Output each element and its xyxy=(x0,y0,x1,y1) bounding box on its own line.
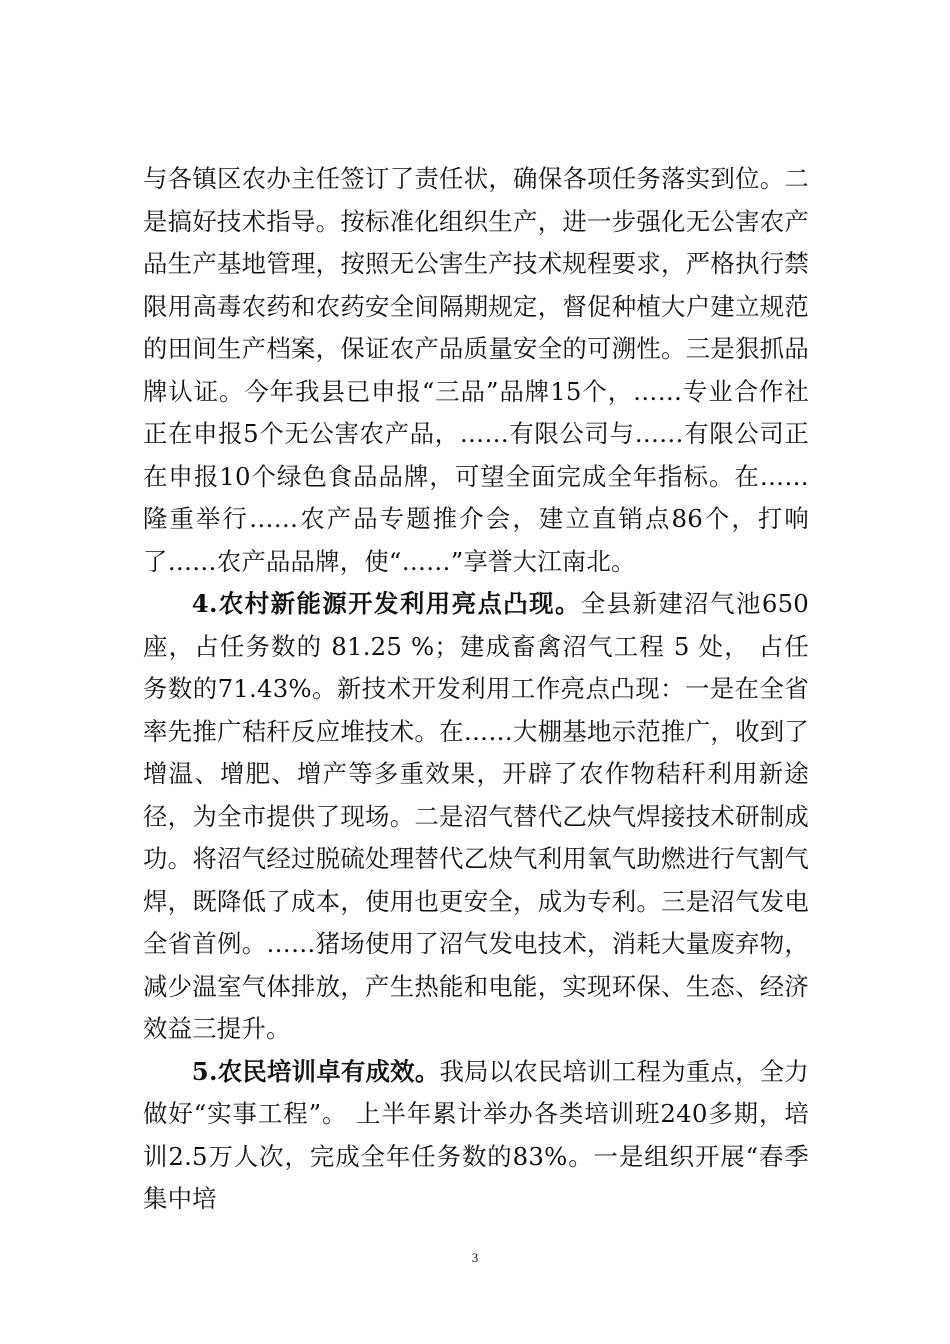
paragraph-2-heading: 4.农村新能源开发利用亮点凸现。 xyxy=(191,589,581,618)
paragraph-3-text: 我局以农民培训工程为重点，全力做好“实事工程”。 上半年累计举办各类培训班240多期，培训2.5万人次，完成全年任务数的83%。一是组织开展“春季集中培 xyxy=(143,1056,809,1213)
paragraph-2 xyxy=(143,583,809,1051)
body-text xyxy=(143,158,809,1221)
page-number: 3 xyxy=(471,1250,479,1265)
paragraph-1 xyxy=(143,158,809,583)
paragraph-1-text: 与各镇区农办主任签订了责任状，确保各项任务落实到位。二是搞好技术指导。按标准化组织生产，进一步强化无公害农产品生产基地管理，按照无公害生产技术规程要求，严格执行禁限用高毒农药和农药安全间隔期规定，督促种植大户建立规范的田间生产档案，保证农产品质量安全的可溯性。三是狠抓品牌认证。今年我县已申报“三品”品牌15个，……专业合作社正在申报5个无公害农产品，……有限公司与……有限公司正在申报10个绿色食品品牌，可望全面完成全年指标。在……隆重举行……农产品专题推介会，建立直销点86个，打响了……农产品品牌，使“……”享誉大江南北。 xyxy=(143,164,809,576)
paragraph-3-heading: 5.农民培训卓有成效。 xyxy=(191,1056,440,1086)
paragraph-2-text: 全县新建沼气池650座，占任务数的 81.25 %；建成畜禽沼气工程 5 处， 占任务数的71.43%。新技术开发利用工作亮点凸现：一是在全省率先推广秸秆反应堆技术。在……大棚基地示范推广，收到了增温、增肥、增产等多重效果，开辟了农作物秸秆利用新途径，为全市提供了现场。二是沼气替代乙炔气焊接技术研制成功。将沼气经过脱硫处理替代乙炔气利用氧气助燃进行气割气焊，既降低了成本，使用也更安全，成为专利。三是沼气发电全省首例。……猪场使用了沼气发电技术，消耗大量废弃物，减少温室气体排放，产生热能和电能，实现环保、生态、经济效益三提升。 xyxy=(143,589,809,1043)
paragraph-3 xyxy=(143,1051,809,1221)
